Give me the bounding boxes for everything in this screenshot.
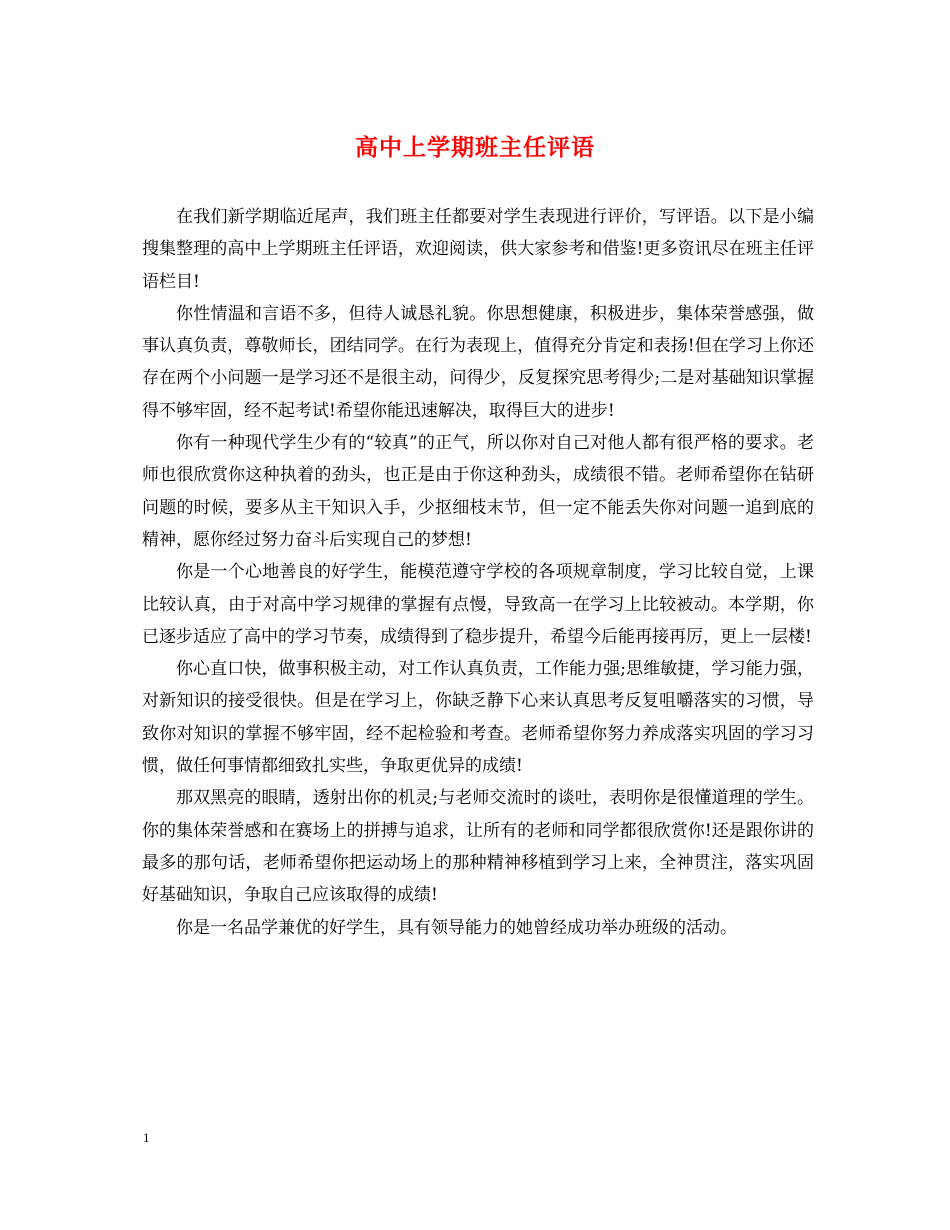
paragraph-comment-3: 你是一个心地善良的好学生，能模范遵守学校的各项规章制度，学习比较自觉，上课比较认真，由于对高中学习规律的掌握有点慢，导致高一在学习上比较被动。本学期，你已逐步适应了高中的学习节奏，成绩得到了稳步提升，希望今后能再接再厉，更上一层楼! <box>142 562 814 647</box>
paragraph-intro: 在我们新学期临近尾声，我们班主任都要对学生表现进行评价，写评语。以下是小编搜集整理的高中上学期班主任评语，欢迎阅读，供大家参考和借鉴!更多资讯尽在班主任评语栏目! <box>142 207 814 292</box>
paragraph-comment-1: 你性情温和言语不多，但待人诚恳礼貌。你思想健康，积极进步，集体荣誉感强，做事认真负责，尊敬师长，团结同学。在行为表现上，值得充分肯定和表扬!但在学习上你还存在两个小问题一是学习还不是很主动，问得少，反复探究思考得少;二是对基础知识掌握得不够牢固，经不起考试!希望你能迅速解决，取得巨大的进步! <box>142 303 814 421</box>
document-body <box>142 201 814 944</box>
document-title: 高中上学期班主任评语 <box>355 134 595 161</box>
paragraph-comment-5: 那双黑亮的眼睛，透射出你的机灵;与老师交流时的谈吐，表明你是很懂道理的学生。你的集体荣誉感和在赛场上的拼搏与追求，让所有的老师和同学都很欣赏你!还是跟你讲的最多的那句话，老师希望你把运动场上的那种精神移植到学习上来，全神贯注，落实巩固好基础知识，争取自己应该取得的成绩! <box>142 788 814 906</box>
paragraph-comment-4: 你心直口快，做事积极主动，对工作认真负责，工作能力强;思维敏捷，学习能力强，对新知识的接受很快。但是在学习上，你缺乏静下心来认真思考反复咀嚼落实的习惯，导致你对知识的掌握不够牢固，经不起检验和考查。老师希望你努力养成落实巩固的学习习惯，做任何事情都细致扎实些，争取更优异的成绩! <box>142 659 814 777</box>
paragraph-comment-6: 你是一名品学兼优的好学生，具有领导能力的她曾经成功举办班级的活动。 <box>176 917 737 938</box>
page-number: 1 <box>143 1130 150 1145</box>
paragraph-comment-2: 你有一种现代学生少有的“较真”的正气，所以你对自己对他人都有很严格的要求。老师也很欣赏你这种执着的劲头，也正是由于你这种劲头，成绩很不错。老师希望你在钻研问题的时候，要多从主干知识入手，少抠细枝末节，但一定不能丢失你对问题一追到底的精神，愿你经过努力奋斗后实现自己的梦想! <box>142 433 814 550</box>
